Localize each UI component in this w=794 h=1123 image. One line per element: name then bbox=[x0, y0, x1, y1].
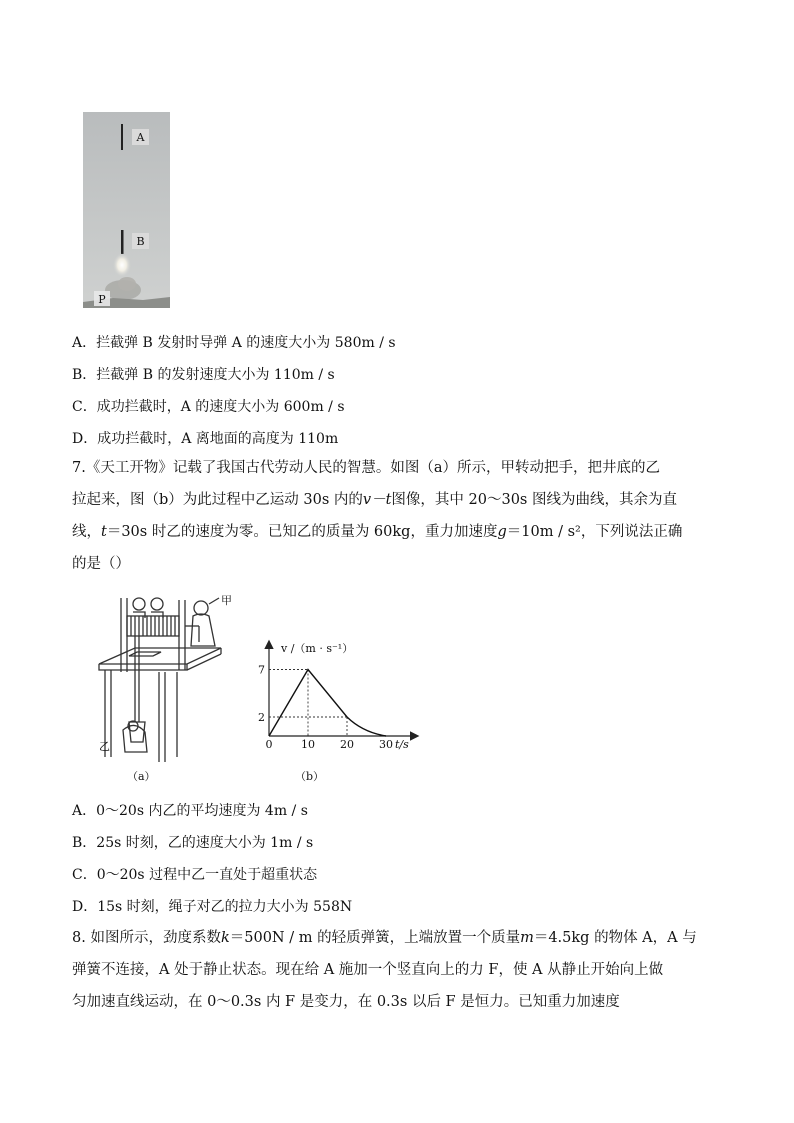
q7-row-4: 的是（） bbox=[72, 556, 130, 572]
figure-b-vt-chart bbox=[255, 636, 425, 788]
q8-stem bbox=[72, 922, 732, 1018]
photo-label-a: A bbox=[136, 131, 145, 144]
y-tick-label: 2 bbox=[258, 711, 265, 724]
q7-option-c: C．0～20s 过程中乙一直处于超重状态 bbox=[72, 867, 318, 883]
missile-photo bbox=[83, 112, 170, 308]
q8-row-2: 弹簧不连接，A 处于静止状态。现在给 A 施加一个竖直向上的力 F，使 A 从静止开始向上做 bbox=[72, 962, 664, 978]
photo-label-b: B bbox=[136, 235, 145, 248]
x-tick-label: 0 bbox=[265, 738, 273, 751]
x-axis-label: t/s bbox=[395, 738, 409, 751]
q6-option-a: A．拦截弹 B 发射时导弹 A 的速度大小为 580m / s bbox=[72, 335, 396, 351]
velocity-series-line bbox=[269, 670, 386, 737]
q7-row-2: 拉起来，图（b）为此过程中乙运动 30s 内的v－t图像，其中 20～30s 图线为曲线，其余为直 bbox=[72, 492, 677, 508]
label-jia: 甲 bbox=[221, 594, 232, 607]
figure-a-caption: （a） bbox=[127, 770, 156, 783]
q8-row-3: 匀加速直线运动，在 0～0.3s 内 F 是变力，在 0.3s 以后 F 是恒力。已知重力加速度 bbox=[72, 994, 620, 1010]
x-tick-label: 30 bbox=[379, 738, 393, 751]
y-tick-label: 7 bbox=[258, 663, 265, 677]
q6-option-c: C．成功拦截时，A 的速度大小为 600m / s bbox=[72, 399, 345, 415]
figure-b-caption: （b） bbox=[295, 770, 325, 783]
label-yi: 乙 bbox=[99, 740, 110, 753]
q7-option-d: D．15s 时刻，绳子对乙的拉力大小为 558N bbox=[72, 899, 353, 915]
q7-stem bbox=[72, 452, 732, 580]
q7-row-1: 7.《天工开物》记载了我国古代劳动人民的智慧。如图（a）所示，甲转动把手，把井底的乙 bbox=[72, 460, 660, 476]
y-axis-label: v /（m · s⁻¹） bbox=[281, 642, 354, 655]
x-tick-label: 20 bbox=[340, 738, 354, 751]
q7-option-a: A．0～20s 内乙的平均速度为 4m / s bbox=[72, 803, 308, 819]
q8-row-1: 8. 如图所示，劲度系数k＝500N / m 的轻质弹簧，上端放置一个质量m＝4.5kg 的物体 A，A 与 bbox=[72, 930, 697, 946]
figure-a-well-illustration bbox=[95, 592, 245, 787]
q6-option-d: D．成功拦截时，A 离地面的高度为 110m bbox=[72, 431, 339, 447]
x-tick-label: 10 bbox=[301, 738, 315, 751]
q6-option-b: B．拦截弹 B 的发射速度大小为 110m / s bbox=[72, 367, 335, 383]
photo-label-p: P bbox=[98, 293, 106, 306]
q7-row-3: 线，t＝30s 时乙的速度为零。已知乙的质量为 60kg，重力加速度g＝10m / s²，下列说法正确 bbox=[72, 524, 683, 540]
q7-option-b: B．25s 时刻，乙的速度大小为 1m / s bbox=[72, 835, 314, 851]
